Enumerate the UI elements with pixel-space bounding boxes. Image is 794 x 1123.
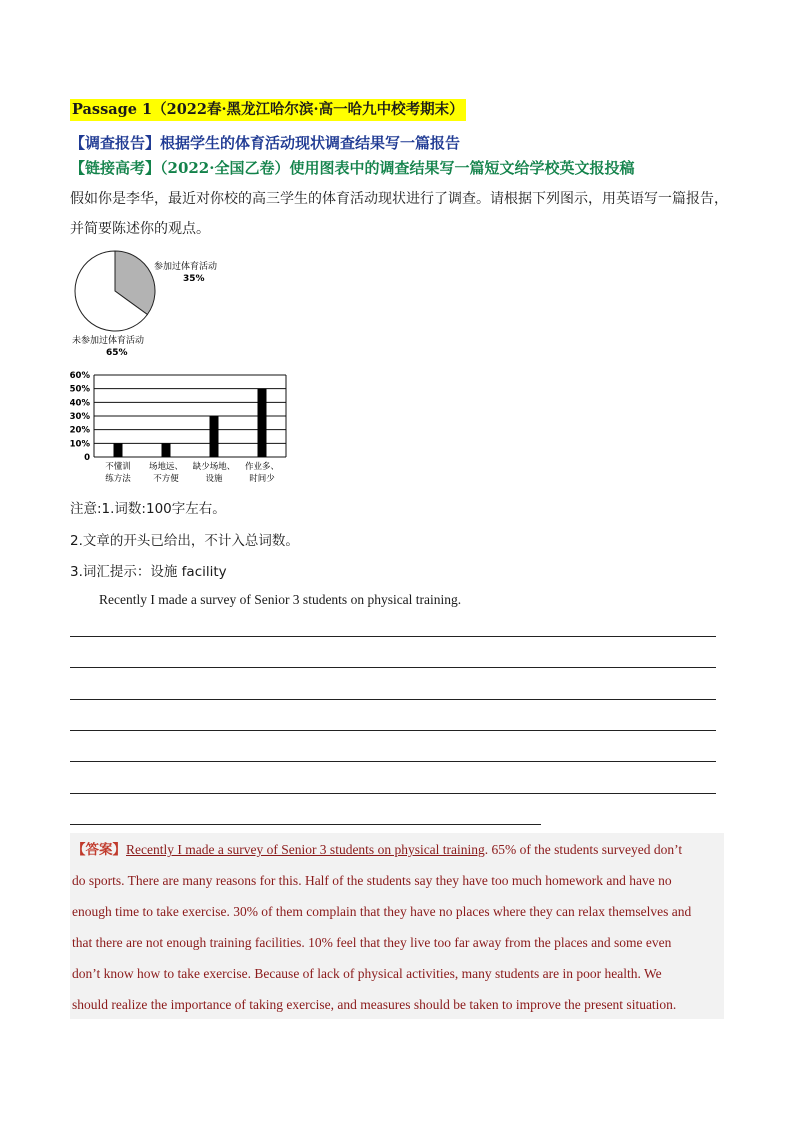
passage-label: Passage 1（2022春·黑龙江哈尔滨·高一哈九中校考期末） <box>70 99 466 121</box>
note-2: 2.文章的开头已给出，不计入总词数。 <box>70 533 299 549</box>
writing-line[interactable] <box>70 793 716 794</box>
writing-line[interactable] <box>70 761 716 762</box>
x-tick-label: 练方法 <box>105 474 131 484</box>
note-1: 注意:1.词数:100字左右。 <box>70 501 226 517</box>
answer-line: that there are not enough training facilities. 10% feel that they live too far away from the places and some even <box>72 935 672 950</box>
bar <box>258 389 267 457</box>
y-tick-label: 10% <box>70 439 90 450</box>
answer-tag: 【答案】 <box>72 842 126 857</box>
bar <box>162 443 171 457</box>
essay-opening: Recently I made a survey of Senior 3 students on physical training. <box>99 592 462 607</box>
pie-value-participated: 35% <box>183 274 205 284</box>
writing-line[interactable] <box>70 667 716 668</box>
x-tick-label: 不懂训 <box>105 462 131 472</box>
x-tick-label: 设施 <box>205 474 223 484</box>
x-tick-label: 作业多、 <box>244 462 280 472</box>
link-title: 【链接高考】（2022·全国乙卷）使用图表中的调查结果写一篇短文给学校英文报投稿 <box>70 159 635 177</box>
answer-text: . 65% of the students surveyed don’t <box>484 842 683 857</box>
bar-chart <box>70 368 300 490</box>
y-tick-label: 20% <box>70 425 90 436</box>
y-tick-label: 40% <box>70 398 90 409</box>
note-3: 3.词汇提示：设施 facility <box>70 564 227 580</box>
writing-line[interactable] <box>70 824 541 825</box>
pie-label-participated: 参加过体育活动 <box>154 262 218 272</box>
answer-line <box>72 834 724 865</box>
answer-box <box>70 833 724 1019</box>
x-tick-label: 不方便 <box>153 474 179 484</box>
answer-line: should realize the importance of taking exercise, and measures should be taken to improve the present situation. <box>72 997 677 1012</box>
instructions <box>70 184 740 244</box>
bar <box>210 416 219 457</box>
pie-label-not-participated: 未参加过体育活动 <box>72 336 145 346</box>
x-tick-label: 时间少 <box>249 474 275 484</box>
y-tick-label: 60% <box>70 371 90 381</box>
writing-line[interactable] <box>70 730 716 731</box>
instruction-line-2: 并简要陈述你的观点。 <box>70 221 210 237</box>
y-tick-label: 0 <box>84 453 90 463</box>
pie-chart <box>70 248 270 360</box>
answer-line: enough time to take exercise. 30% of them complain that they have no places where they can relax themselves and <box>72 904 692 919</box>
answer-line: do sports. There are many reasons for this. Half of the students say they have too much homework and have no <box>72 873 672 888</box>
x-tick-label: 场地远、 <box>148 462 184 472</box>
answer-line: don’t know how to take exercise. Because of lack of physical activities, many students are in poor health. We <box>72 966 662 981</box>
x-tick-label: 缺少场地、 <box>192 462 236 472</box>
bar <box>114 443 123 457</box>
pie-value-not-participated: 65% <box>106 348 128 358</box>
report-title: 【调查报告】根据学生的体育活动现状调查结果写一篇报告 <box>70 134 461 152</box>
writing-line[interactable] <box>70 699 716 700</box>
y-tick-label: 30% <box>70 412 90 422</box>
y-tick-label: 50% <box>70 384 90 395</box>
writing-line[interactable] <box>70 636 716 637</box>
answer-lead: Recently I made a survey of Senior 3 students on physical training <box>126 842 485 857</box>
instruction-line-1: 假如你是李华，最近对你校的高三学生的体育活动现状进行了调查。请根据下列图示，用英语写一篇报告， <box>70 191 728 207</box>
